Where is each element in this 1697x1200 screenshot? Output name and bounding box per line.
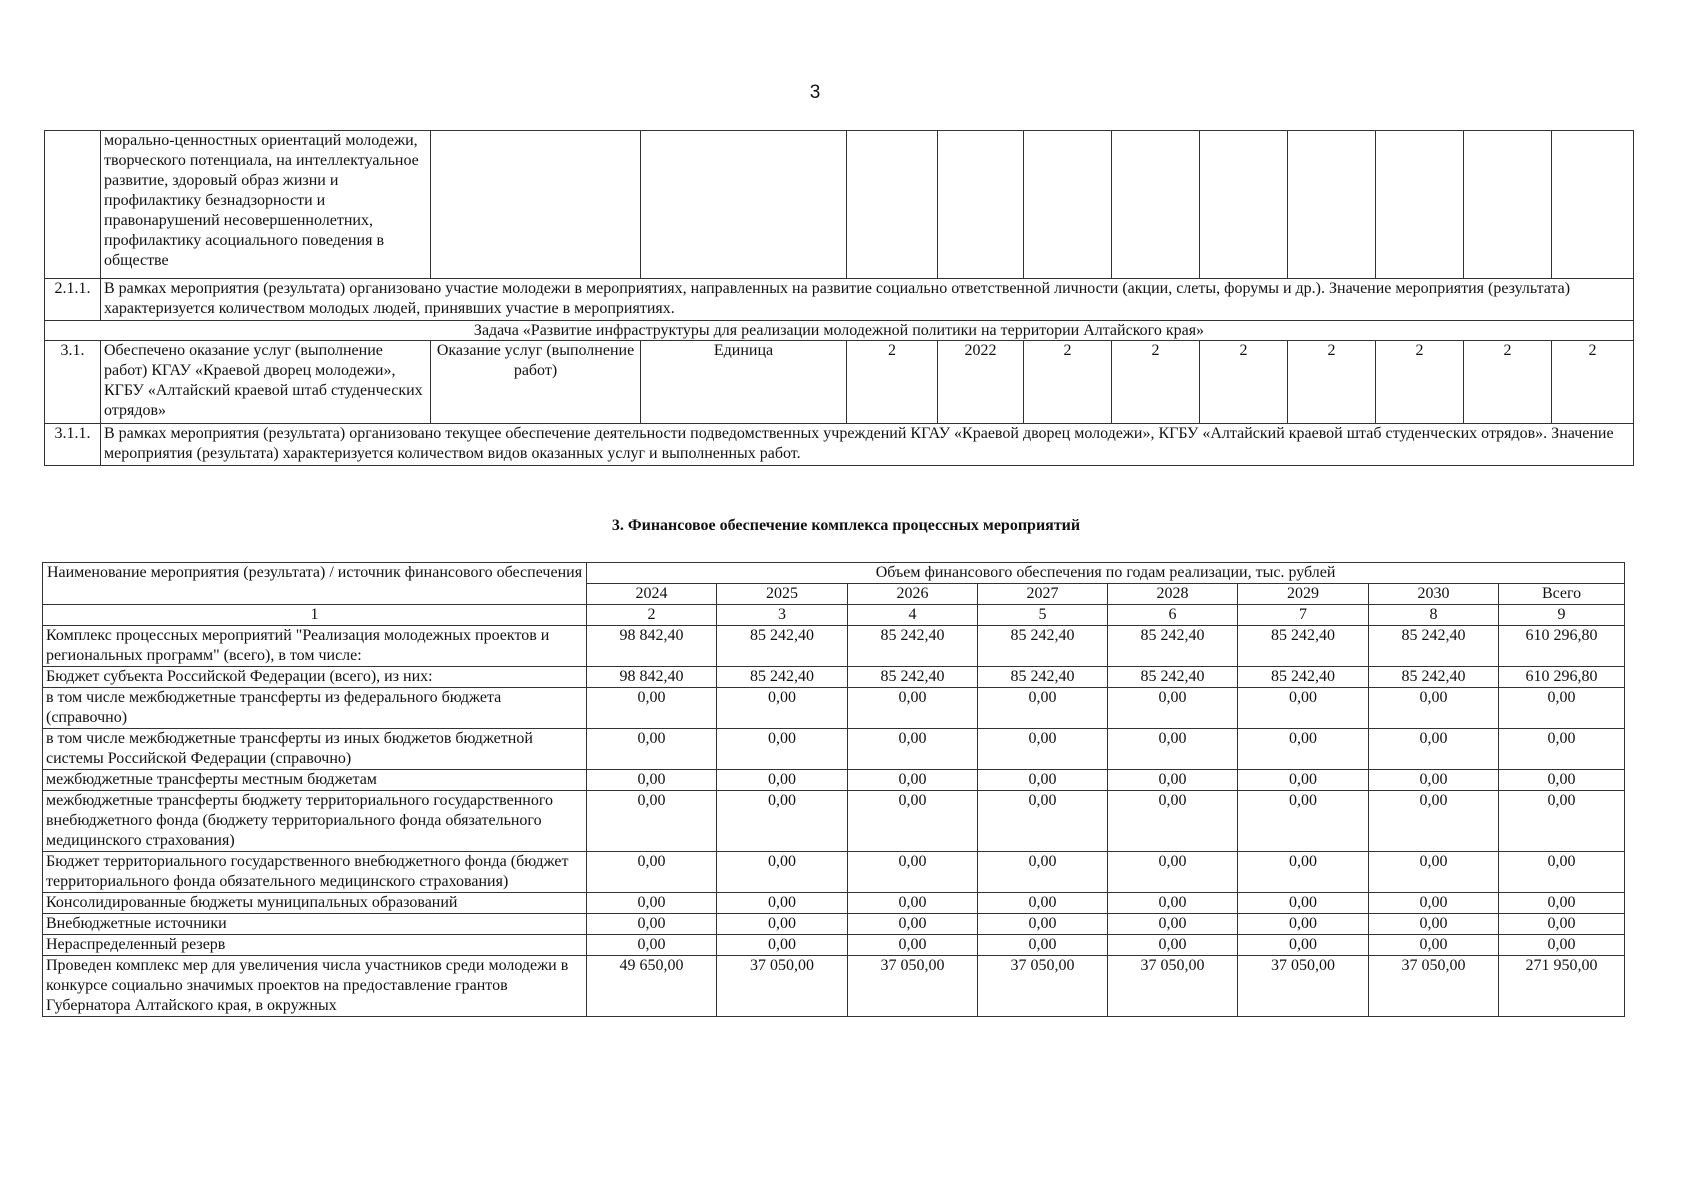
total-value: 0,00 [1499, 770, 1625, 791]
year-amount: 0,00 [1108, 791, 1238, 852]
year-amount: 0,00 [587, 729, 717, 770]
header-name: Наименование мероприятия (результата) / источник финансового обеспечения [43, 563, 587, 605]
year-amount: 0,00 [587, 688, 717, 729]
year-amount: 0,00 [717, 770, 848, 791]
year-amount: 0,00 [1108, 688, 1238, 729]
year-amount: 0,00 [1108, 770, 1238, 791]
year-header: 2028 [1108, 584, 1238, 605]
year-amount: 0,00 [1369, 893, 1499, 914]
year-value: 2 [1288, 341, 1376, 424]
finance-row [43, 893, 1625, 914]
year-amount: 0,00 [717, 791, 848, 852]
task-row [45, 321, 1634, 341]
year-amount: 0,00 [587, 791, 717, 852]
source-name: Проведен комплекс мер для увеличения числа участников среди молодежи в конкурсе социально значимых проектов на предоставление грантов Губернатора Алтайского края, в окружных [43, 956, 587, 1017]
col-number: 9 [1499, 605, 1625, 626]
finance-row [43, 852, 1625, 893]
year-amount: 37 050,00 [978, 956, 1108, 1017]
year-amount: 0,00 [978, 729, 1108, 770]
year-amount: 37 050,00 [717, 956, 848, 1017]
year-amount: 49 650,00 [587, 956, 717, 1017]
source-name: межбюджетные трансферты местным бюджетам [43, 770, 587, 791]
year-amount: 0,00 [1369, 935, 1499, 956]
year-amount: 0,00 [587, 770, 717, 791]
year-value: 2 [1024, 341, 1112, 424]
year-amount: 0,00 [587, 935, 717, 956]
year-amount: 0,00 [717, 852, 848, 893]
year-amount: 0,00 [1238, 770, 1369, 791]
total-value: 0,00 [1499, 688, 1625, 729]
year-amount: 0,00 [848, 729, 978, 770]
year-amount: 85 242,40 [1108, 667, 1238, 688]
year-amount: 0,00 [978, 770, 1108, 791]
finance-row [43, 791, 1625, 852]
year-amount: 0,00 [978, 688, 1108, 729]
year-value: 2 [1376, 341, 1464, 424]
header-volume: Объем финансового обеспечения по годам реализации, тыс. рублей [587, 563, 1625, 584]
finance-row [43, 956, 1625, 1017]
row-description: В рамках мероприятия (результата) организовано участие молодежи в мероприятиях, направленных на развитие социально ответственной личности (акции, слеты, форумы и др.). Значение мероприятия (результата) характеризуется количеством молодых людей, принявших участие в мероприятиях. [101, 279, 1634, 321]
total-value: 0,00 [1499, 729, 1625, 770]
finance-row [43, 935, 1625, 956]
source-name: в том числе межбюджетные трансферты из иных бюджетов бюджетной системы Российской Федерации (справочно) [43, 729, 587, 770]
year-amount: 0,00 [1108, 729, 1238, 770]
year-amount: 0,00 [717, 729, 848, 770]
source-name: Бюджет субъекта Российской Федерации (всего), из них: [43, 667, 587, 688]
year-amount: 0,00 [1369, 770, 1499, 791]
finance-table [42, 562, 1625, 1017]
year-amount: 0,00 [848, 914, 978, 935]
year-amount: 85 242,40 [848, 667, 978, 688]
year-amount: 85 242,40 [1369, 667, 1499, 688]
year-amount: 0,00 [1238, 852, 1369, 893]
col-number: 2 [587, 605, 717, 626]
year-amount: 0,00 [717, 688, 848, 729]
row-2-1-1 [45, 279, 1634, 321]
year-amount: 0,00 [1369, 688, 1499, 729]
year-amount: 0,00 [978, 791, 1108, 852]
source-name: Нераспределенный резерв [43, 935, 587, 956]
year-amount: 0,00 [1238, 914, 1369, 935]
year-amount: 0,00 [1238, 688, 1369, 729]
year-amount: 0,00 [1238, 893, 1369, 914]
year-header: 2025 [717, 584, 848, 605]
measure-name: Обеспечено оказание услуг (выполнение работ) КГАУ «Краевой дворец молодежи», КГБУ «Алтайский краевой штаб студенческих отрядов» [101, 341, 431, 424]
year-amount: 0,00 [978, 852, 1108, 893]
year-amount: 85 242,40 [978, 626, 1108, 667]
col-number: 6 [1108, 605, 1238, 626]
finance-body [43, 626, 1625, 1017]
year-amount: 0,00 [978, 914, 1108, 935]
row-3-1 [45, 341, 1634, 424]
page-number: 3 [809, 82, 821, 103]
col-number: 8 [1369, 605, 1499, 626]
year-amount: 0,00 [848, 893, 978, 914]
year-amount: 0,00 [1108, 852, 1238, 893]
year-amount: 0,00 [978, 935, 1108, 956]
year-amount: 0,00 [1369, 914, 1499, 935]
year-value: 2 [1464, 341, 1552, 424]
year-value: 2 [1552, 341, 1634, 424]
total-value: 0,00 [1499, 791, 1625, 852]
year-amount: 85 242,40 [1369, 626, 1499, 667]
finance-row [43, 688, 1625, 729]
year-amount: 0,00 [1108, 935, 1238, 956]
year-amount: 85 242,40 [1238, 626, 1369, 667]
source-name: в том числе межбюджетные трансферты из федерального бюджета (справочно) [43, 688, 587, 729]
year-amount: 0,00 [848, 688, 978, 729]
year-amount: 0,00 [848, 852, 978, 893]
year-header: 2024 [587, 584, 717, 605]
row-number: 2.1.1. [45, 279, 101, 321]
year-amount: 0,00 [1108, 914, 1238, 935]
measure-unit: Единица [641, 341, 847, 424]
total-value: 271 950,00 [1499, 956, 1625, 1017]
year-amount: 0,00 [1369, 729, 1499, 770]
source-name: Внебюджетные источники [43, 914, 587, 935]
finance-row [43, 667, 1625, 688]
continued-row-text: морально-ценностных ориентаций молодежи, творческого потенциала, на интеллектуальное развитие, здоровый образ жизни и профилактику безнадзорности и правонарушений несовершеннолетних, профилактику асоциального поведения в обществе [101, 131, 431, 279]
finance-header-row [43, 563, 1625, 584]
year-amount: 37 050,00 [1369, 956, 1499, 1017]
column-numbers-row [43, 605, 1625, 626]
base-value: 2 [847, 341, 938, 424]
year-amount: 98 842,40 [587, 626, 717, 667]
year-amount: 0,00 [717, 914, 848, 935]
finance-row [43, 729, 1625, 770]
year-amount: 0,00 [587, 852, 717, 893]
col-number: 7 [1238, 605, 1369, 626]
col-number: 4 [848, 605, 978, 626]
section-title: 3. Финансовое обеспечение комплекса процессных мероприятий [611, 517, 1081, 534]
year-amount: 0,00 [1238, 935, 1369, 956]
task-title: Задача «Развитие инфраструктуры для реализации молодежной политики на территории Алтайского края» [45, 321, 1634, 341]
row-description: В рамках мероприятия (результата) организовано текущее обеспечение деятельности подведомственных учреждений КГАУ «Краевой дворец молодежи», КГБУ «Алтайский краевой штаб студенческих отрядов». Значение мероприятия (результата) характеризуется количеством видов оказанных услуг и выполненных работ. [101, 424, 1634, 466]
col-number: 5 [978, 605, 1108, 626]
year-amount: 0,00 [587, 914, 717, 935]
year-value: 2 [1112, 341, 1200, 424]
total-value: 0,00 [1499, 935, 1625, 956]
total-value: 0,00 [1499, 914, 1625, 935]
year-amount: 0,00 [1369, 852, 1499, 893]
year-header: 2030 [1369, 584, 1499, 605]
year-amount: 0,00 [1369, 791, 1499, 852]
year-amount: 0,00 [1108, 893, 1238, 914]
total-value: 0,00 [1499, 852, 1625, 893]
year-amount: 37 050,00 [848, 956, 978, 1017]
source-name: Бюджет территориального государственного внебюджетного фонда (бюджет территориального фонда обязательного медицинского страхования) [43, 852, 587, 893]
row-3-1-1 [45, 424, 1634, 466]
year-amount: 0,00 [848, 791, 978, 852]
year-amount: 98 842,40 [587, 667, 717, 688]
year-amount: 37 050,00 [1238, 956, 1369, 1017]
row-number: 3.1.1. [45, 424, 101, 466]
source-name: Консолидированные бюджеты муниципальных образований [43, 893, 587, 914]
source-name: Комплекс процессных мероприятий "Реализация молодежных проектов и региональных программ" (всего), в том числе: [43, 626, 587, 667]
measure-type: Оказание услуг (выполнение работ) [431, 341, 641, 424]
total-value: 610 296,80 [1499, 626, 1625, 667]
year-amount: 0,00 [1238, 729, 1369, 770]
year-header: 2026 [848, 584, 978, 605]
year-value: 2 [1200, 341, 1288, 424]
year-header: 2027 [978, 584, 1108, 605]
measures-table [44, 130, 1634, 466]
year-amount: 0,00 [717, 935, 848, 956]
year-amount: 37 050,00 [1108, 956, 1238, 1017]
source-name: межбюджетные трансферты бюджету территориального государственного внебюджетного фонда (бюджету территориального фонда обязательного медицинского страхования) [43, 791, 587, 852]
year-amount: 85 242,40 [1108, 626, 1238, 667]
year-header: 2029 [1238, 584, 1369, 605]
year-amount: 0,00 [587, 893, 717, 914]
col-number: 3 [717, 605, 848, 626]
total-value: 610 296,80 [1499, 667, 1625, 688]
year-amount: 0,00 [848, 935, 978, 956]
base-year: 2022 [938, 341, 1024, 424]
total-header: Всего [1499, 584, 1625, 605]
year-amount: 0,00 [978, 893, 1108, 914]
year-amount: 85 242,40 [978, 667, 1108, 688]
total-value: 0,00 [1499, 893, 1625, 914]
finance-row [43, 626, 1625, 667]
year-amount: 0,00 [717, 893, 848, 914]
year-amount: 0,00 [848, 770, 978, 791]
finance-row [43, 914, 1625, 935]
year-amount: 85 242,40 [717, 626, 848, 667]
continued-row [45, 131, 1634, 279]
row-number: 3.1. [45, 341, 101, 424]
year-amount: 85 242,40 [1238, 667, 1369, 688]
year-amount: 85 242,40 [848, 626, 978, 667]
finance-row [43, 770, 1625, 791]
year-amount: 85 242,40 [717, 667, 848, 688]
year-amount: 0,00 [1238, 791, 1369, 852]
col-number: 1 [43, 605, 587, 626]
